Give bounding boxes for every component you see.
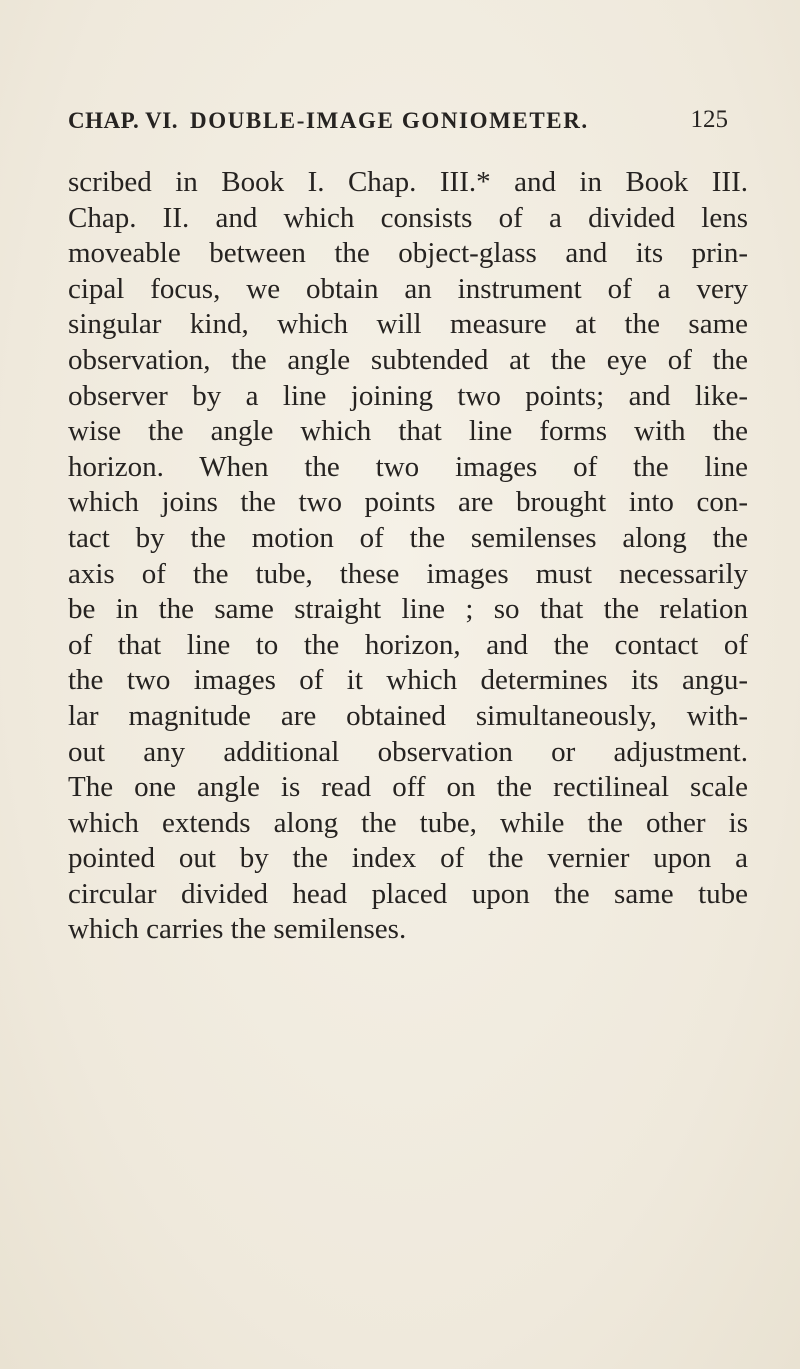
text-line: observer by a line joining two points; and like- (68, 379, 748, 412)
text-line: pointed out by the index of the vernier upon a (68, 842, 748, 875)
text-line: which carries the semilenses. (68, 913, 407, 946)
text-line: of that line to the horizon, and the contact of (68, 628, 748, 661)
text-line: lar magnitude are obtained simultaneously, with- (68, 699, 748, 732)
text-line: Chap. II. and which consists of a divided lens (68, 201, 748, 234)
text-line: axis of the tube, these images must necessarily (68, 557, 748, 590)
text-line: horizon. When the two images of the line (68, 450, 748, 483)
text-line: circular divided head placed upon the same tube (68, 877, 748, 910)
text-line: be in the same straight line ; so that the relation (68, 593, 748, 626)
text-line: tact by the motion of the semilenses along the (68, 521, 748, 554)
text-line: scribed in Book I. Chap. III.* and in Book III. (68, 166, 748, 198)
text-line: cipal focus, we obtain an instrument of a very (68, 272, 748, 305)
text-line: The one angle is read off on the rectilineal scale (68, 771, 748, 804)
text-line: moveable between the object-glass and its prin- (68, 237, 748, 270)
text-line: observation, the angle subtended at the eye of the (68, 343, 748, 376)
chapter-title: DOUBLE-IMAGE GONIOMETER. (190, 108, 589, 133)
text-line: the two images of it which determines its angu- (68, 664, 748, 697)
text-line: wise the angle which that line forms with the (68, 415, 748, 448)
page-number: 125 (690, 106, 728, 133)
running-head (68, 108, 728, 144)
text-line: singular kind, which will measure at the same (68, 308, 748, 341)
body-text (68, 165, 748, 948)
text-line: which extends along the tube, while the other is (68, 806, 748, 839)
chapter-label: CHAP. VI. (68, 108, 178, 133)
text-line: out any additional observation or adjustment. (68, 735, 748, 768)
text-line: which joins the two points are brought into con- (68, 486, 748, 519)
